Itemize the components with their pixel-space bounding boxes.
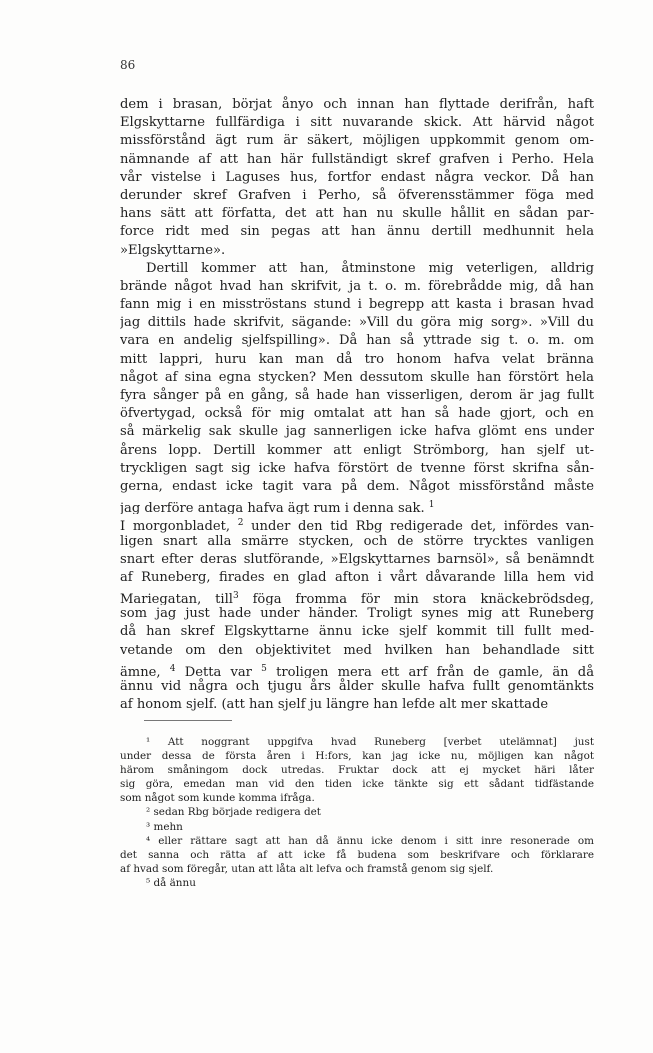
line-text: troligen mera ett arf från de gamle, än då <box>266 664 594 678</box>
text-line <box>120 642 594 660</box>
line-text: fyra sånger på en gång, så hade han visserligen, derom är jag fullt <box>120 388 594 403</box>
text-line <box>120 369 594 387</box>
line-text: jag derföre antaga hafva ägt rum i denna sak. <box>120 501 429 515</box>
footnote-line <box>120 862 594 876</box>
line-text: ¹ Att noggrant uppgifva hvad Runeberg [verbet utelämnat] just <box>146 736 594 748</box>
footnote-line <box>120 763 594 777</box>
line-text: årens lopp. Dertill kommer att enligt Strömborg, han sjelf ut- <box>120 442 594 458</box>
footnote-marker: 3 <box>232 591 239 602</box>
main-text <box>120 96 594 714</box>
line-text: sig göra, emedan man vid den tiden icke tänkte sig ett sådant tidfästande <box>120 778 594 791</box>
line-text: »Elgskyttarne». <box>120 242 226 258</box>
line-text: af hvad som föregår, utan att låta alt lefva och framstå genom sig sjelf. <box>120 862 494 875</box>
line-text: under den tid Rbg redigerade det, infördes van- <box>243 519 594 533</box>
line-text: derunder skref Grafven i Perho, så öfverensstämmer föga med <box>120 187 594 203</box>
text-line <box>120 187 594 205</box>
footnote-line <box>120 876 594 890</box>
line-text: vara en andelig sjelfspilling». Då han så yttrade sig t. o. m. om <box>120 333 594 349</box>
text-line <box>120 696 594 714</box>
line-text: vetande om den objektivitet med hvilken han behandlade sitt <box>120 642 594 658</box>
text-line <box>120 660 594 678</box>
text-line <box>120 114 594 132</box>
line-text: härom småningom dock utredas. Fruktar dock att ej mycket häri låter <box>120 764 594 777</box>
line-text: mitt lappri, huru kan man då tro honom hafva velat bränna <box>120 351 594 367</box>
text-line <box>120 132 594 150</box>
line-text: ² sedan Rbg började redigera det <box>146 806 321 819</box>
line-text: som något som kunde komma ifråga. <box>120 792 315 805</box>
line-text: under dessa de första åren i H:fors, kan jag icke nu, möjligen kan något <box>120 750 594 763</box>
footnote-line <box>120 735 594 749</box>
text-line <box>120 442 594 460</box>
text-line <box>120 242 594 260</box>
line-text: ⁵ då ännu <box>146 876 196 889</box>
line-text: nämnande af att han här fullständigt skref grafven i Perho. Hela <box>120 151 594 167</box>
text-line <box>120 551 594 569</box>
line-text: ämne, <box>120 664 170 678</box>
text-line <box>120 260 594 278</box>
line-text: ännu vid några och tjugu års ålder skulle hafva fullt genomtänkts <box>120 679 594 694</box>
line-text: jag dittils hade skrifvit, sägande: »Vill du göra mig sorg». »Vill du <box>120 315 594 331</box>
text-line <box>120 223 594 241</box>
text-line <box>120 387 594 405</box>
line-text: då han skref Elgskyttarne ännu icke sjelf kommit till fullt med- <box>120 624 594 640</box>
line-text: fann mig i en misströstans stund i begrepp att kasta i brasan hvad <box>120 297 594 313</box>
line-text: Elgskyttarne fullfärdiga i sitt nuvarande skick. Att härvid något <box>120 115 594 131</box>
footnote-marker: 4 <box>169 663 176 674</box>
footnotes <box>120 735 594 890</box>
line-text: gerna, endast icke tagit vara på dem. Något missförstånd måste <box>120 478 594 494</box>
text-line <box>120 296 594 314</box>
line-text: som jag just hade under händer. Troligt synes mig att Runeberg <box>120 606 594 622</box>
line-text: något af sina egna stycken? Men dessutom skulle han förstört hela <box>120 369 594 385</box>
line-text: Detta var <box>175 664 262 678</box>
footnote-divider <box>144 720 232 721</box>
line-text: det sanna och rätta af att icke få budena som beskrifvare och förklarare <box>120 848 594 861</box>
line-text: dem i brasan, börjat ånyo och innan han flyttade derifrån, haft <box>120 97 594 112</box>
footnote-marker: 2 <box>237 518 244 529</box>
line-text: vår vistelse i Laguses hus, fortfor endast några veckor. Då han <box>120 169 594 185</box>
text-line <box>120 460 594 478</box>
text-line <box>120 405 594 423</box>
line-text: hans sätt att författa, det att han nu skulle hållit en sådan par- <box>120 206 594 222</box>
line-text: ligen snart alla smärre stycken, och de större trycktes vanligen <box>120 533 594 549</box>
text-line <box>120 496 594 514</box>
footnote-marker: 1 <box>428 500 435 511</box>
line-text: så märkelig sak skulle jag sannerligen icke hafva glömt ens under <box>120 424 594 440</box>
line-text: brände något hvad han skrifvit, ja t. o. m. förebrådde mig, då han <box>120 278 594 294</box>
line-text: Dertill kommer att han, åtminstone mig veterligen, alldrig <box>146 260 594 276</box>
text-line <box>120 478 594 496</box>
footnote-line <box>120 791 594 805</box>
page-number: 86 <box>120 58 136 72</box>
text-line <box>120 169 594 187</box>
footnote-line <box>120 820 594 834</box>
text-line <box>120 533 594 551</box>
line-text: af honom sjelf. (att han sjelf ju längre han lefde alt mer skattade <box>120 697 549 713</box>
text-line <box>120 587 594 605</box>
text-line <box>120 205 594 223</box>
footnote-marker: 5 <box>261 663 267 674</box>
line-text: missförstånd ägt rum är säkert, möjligen uppkommit genom om- <box>120 133 594 149</box>
text-line <box>120 514 594 532</box>
text-line <box>120 569 594 587</box>
text-line <box>120 605 594 623</box>
line-text: I morgonbladet, <box>120 519 238 533</box>
text-line <box>120 332 594 350</box>
text-line <box>120 96 594 114</box>
line-text: tryckligen sagt sig icke hafva förstört de tvenne först skrifna sån- <box>120 460 594 476</box>
line-text: Mariegatan, till <box>120 592 233 606</box>
footnote-line <box>120 805 594 819</box>
text-line <box>120 623 594 641</box>
line-text: force ridt med sin pegas att han ännu dertill medhunnit hela <box>120 224 594 240</box>
line-text: af Runeberg, firades en glad afton i vårt dåvarande lilla hem vid <box>120 569 594 585</box>
footnote-line <box>120 749 594 763</box>
footnote-line <box>120 834 594 848</box>
text-line <box>120 314 594 332</box>
line-text: föga fromma för min stora knäckebrödsdeg, <box>238 592 594 606</box>
line-text: ³ mehn <box>146 820 183 833</box>
footnote-line <box>120 777 594 791</box>
line-text: snart efter deras slutförande, »Elgskyttarnes barnsöl», så benämndt <box>120 551 594 567</box>
text-line <box>120 151 594 169</box>
line-text: öfvertygad, också för mig omtalat att han så hade gjort, och en <box>120 406 594 422</box>
text-line <box>120 423 594 441</box>
line-text: ⁴ eller rättare sagt att han då ännu icke denom i sitt inre resonerade om <box>146 834 594 847</box>
footnote-line <box>120 848 594 862</box>
text-line <box>120 278 594 296</box>
text-line <box>120 351 594 369</box>
text-line <box>120 678 594 696</box>
